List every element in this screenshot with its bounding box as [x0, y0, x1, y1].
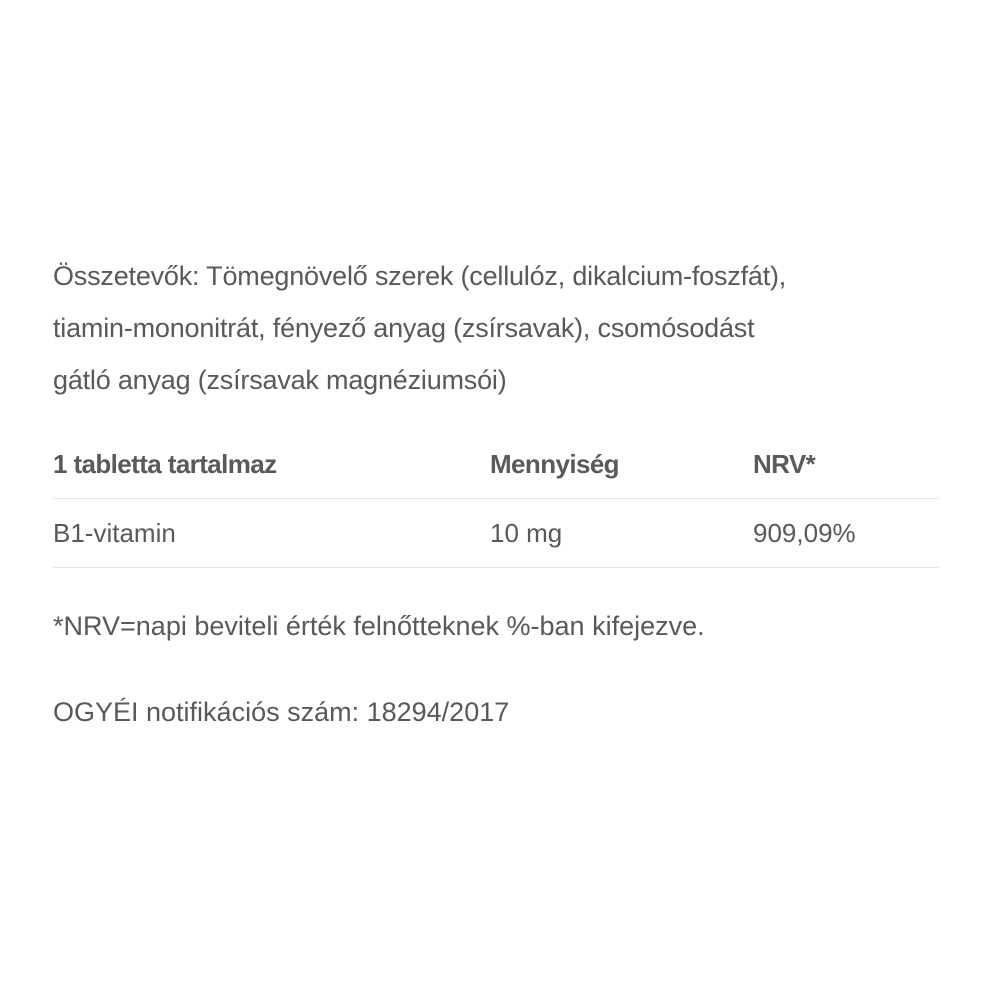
cell-nrv: 909,09% — [753, 517, 856, 548]
product-info — [53, 250, 943, 732]
ingredients-line-2: tiamin-mononitrát, fényező anyag (zsírsavak), csomósodást — [53, 313, 755, 343]
cell-amount: 10 mg — [490, 517, 563, 548]
header-quantity: Mennyiség — [490, 448, 619, 479]
header-content: 1 tabletta tartalmaz — [53, 448, 277, 479]
nrv-footnote: *NRV=napi beviteli érték felnőtteknek %-ban kifejezve. — [53, 611, 705, 641]
header-nrv: NRV* — [753, 448, 816, 479]
nutrition-table — [53, 430, 939, 568]
ingredients-text — [53, 250, 943, 406]
table-header-row — [53, 430, 939, 499]
notification-number: OGYÉI notifikációs szám: 18294/2017 — [53, 697, 510, 727]
ingredients-line-3: gátló anyag (zsírsavak magnéziumsói) — [53, 365, 507, 395]
table-row — [53, 499, 939, 568]
cell-nutrient: B1-vitamin — [53, 517, 176, 548]
ingredients-line-1: Összetevők: Tömegnövelő szerek (cellulóz, dikalcium-foszfát), — [53, 261, 787, 291]
